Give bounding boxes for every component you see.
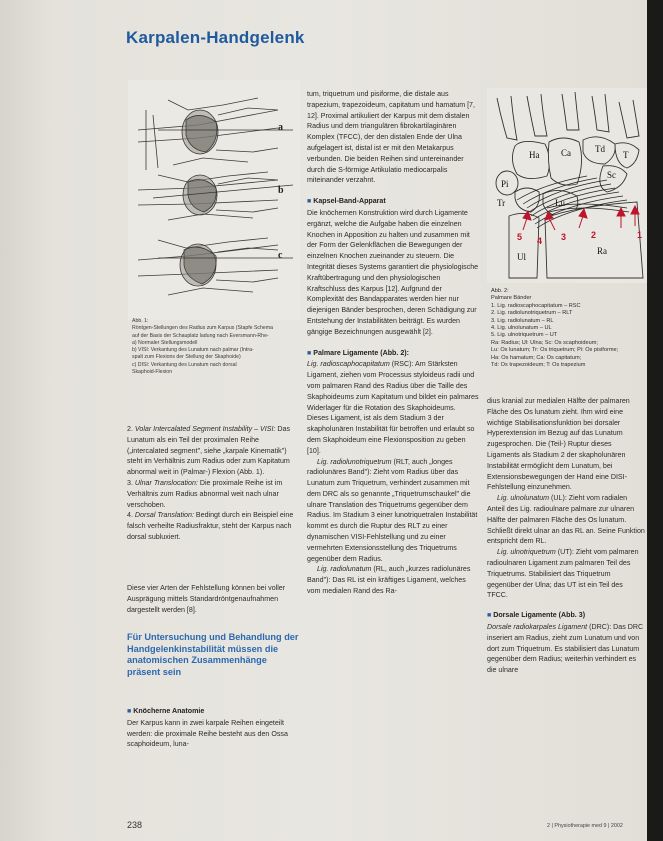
figure-1-caption-line: b) VISI: Verkantung des Lunatum nach palmar (Intra- (132, 347, 254, 354)
paragraph: dius kranial zur medialen Hälfte der palmaren Fläche des Os lunatum zieht. Ihm wird eine wichtige Stabilisationsfunktion bei dorsaler Hyperextension im Bezug auf das Lunatum zugesprochen. Die (Teil-) Ruptur dieses Ligaments als Stadium 2 der skapholunären Instabilität ermöglicht dem Lunatum, bei Extensionsbewegungen der Hand eine DISI-Fehlstellung einzunehmen. (487, 397, 630, 492)
section-text: Der Karpus kann in zwei karpale Reihen eingeteilt werden: die proximale Reihe besteht aus den Ossa scaphoideum, luna- (127, 718, 288, 749)
figure-2-caption-line: Palmare Bänder (491, 295, 532, 302)
figure-1-caption-line: spalt zum Flexions der Stellung der Skaphoide) (132, 354, 241, 361)
bone-label-ca: Ca (561, 148, 571, 158)
paragraph: Dorsale radiokarpales Ligament (DRC): Das DRC inseriert am Radius, zieht zum Lunatum und von dort zum Triquetrum. Es stabilisiert das Lunatum gegenüber dem Radius; weiterhin verhindert es die ulnare (487, 622, 644, 675)
list-item: 4. Dorsal Translation: Bedingt durch ein Beispiel eine falsch verheilte Radiusfraktur, steht der Karpus nach dorsal subluxiert. (127, 511, 294, 541)
page-title: Karpalen-Handgelenk (126, 28, 305, 47)
figure-2-caption-line: Td: Os trapezoideum; T: Os trapezium (491, 362, 586, 369)
bone-label-ha: Ha (529, 150, 540, 160)
section-heading-bony-anatomy: ■ Knöcherne Anatomie (127, 707, 205, 715)
figure-1-wrist-schema (128, 80, 300, 320)
bone-label-td: Td (595, 144, 605, 154)
bone-label-ul: Ul (517, 252, 526, 262)
left-column-list (127, 424, 299, 543)
paragraph: Lig. radiolunatum (RL, auch „kurzes radiolunäres Band"): Das RL ist ein kräftiges Ligament, welches vom medialen Rand des Ra- (307, 565, 471, 596)
figure-1-caption-line: c) DISI: Verkantung des Lunatum nach dorsal (132, 361, 237, 368)
list-item: 2. Volar Intercalated Segment Instability – VISI: Das Lunatum als ein Teil der proximalen Reihe („intercalated segment", siehe „karpale Kinematik") steht im Verhältnis zum Radius oder zum Kapitatum abnormal weit in (Palmar-) Flexion (Abb. 1). (127, 425, 291, 477)
paragraph: tum, triquetrum und pisiforme, die distale aus trapezium, trapezoideum, capitatum und hamatum [7, 12]. Proximal artikuliert der Karpus mit dem distalen Radius und dem triangulären fibrokartilaginären Komplex (TFCC), der den distalen Ende der Ulna aufgelagert ist, distal ist er mit den Metakarpus verbunden. Die beiden Reihen sind untereinander durch die S-förmige Artikulatio mediocarpalis miteinander verzahnt. (307, 90, 475, 185)
journal-reference: 2 | Physiotherapie med 9 | 2002 (547, 823, 623, 829)
figure-1-label-a: a (278, 122, 283, 133)
figure-2-caption (491, 288, 643, 369)
bone-label-ra: Ra (597, 246, 607, 256)
section-heading-dorsal-ligaments: ■ Dorsale Ligamente (Abb. 3) (487, 611, 586, 620)
paragraph: Lig. radioscaphocapitatum (RSC): Am Stärksten Ligament, ziehen vom Processus styloideus radii und vom palmaren Rand des Radius über die Taille des Skaphoideums zum Kapitatum und bildet ein palmares Widerlager für die Rotation des Skaphoideums. Dieses Ligament, ist als dem Stadium 3 der skapholunären Instabilität für betroffen und erlaubt so dem Skaphoideum eine Flexionsposition zu geben [10]. (307, 360, 479, 455)
figure-2-caption-line: Lu: Os lunatum; Tr: Os triquetrum; Pi: Os pisiforme; (491, 347, 619, 354)
bone-label-lu: Lu (555, 198, 565, 208)
figure-2-caption-line: 5. Lig. ulnotriquetrum – UT (491, 332, 558, 339)
bone-label-tr: Tr (497, 198, 506, 208)
paragraph: Lig. radiolunotriquetrum (RLT, auch „longes radiolunäres Band"): Zieht vom Radius über das Lunatum zum Triquetrum, verhindert zusammen mit dem DRC als so genannte „Triquetrumschaukel" die ulnare Translation des Triquetrums gegenüber dem Radius. Im Stadium 3 einer lunotriquetralen Instabilität kommt es durch die Ruptur des RLT zu einer dynamischen VISI-Fehlstellung und zu einer vermehrten Extensionsstellung des Triquetrums gegenüber dem Radius. (307, 457, 478, 563)
paragraph: Lig. ulnotriquetrum (UT): Zieht vom palmaren radioulnaren Ligament zum palmaren Teil des Triquetrums. Stabilisiert das Triquetrum gegenüber der Ulna; das UT ist ein Teil des TFCC. (487, 548, 639, 600)
left-column-paragraph: Diese vier Arten der Fehlstellung können bei voller Ausprägung mittels Standardröntgenaufnahmen dargestellt werden [8]. (127, 584, 286, 614)
section-heading-palmar-ligaments: ■ Palmare Ligamente (Abb. 2): (307, 348, 410, 357)
figure-2-caption-line: 4. Lig. ulnolunatum – UL (491, 325, 552, 332)
page-number: 238 (127, 820, 143, 830)
paragraph: Lig. ulnolunatum (UL): Zieht vom radialen Anteil des Lig. radioulnare palmare zur ulnaren Hälfte der palmaren Fläche des Os lunatum. Schließt direkt ulnar an das RL an. Seine Funktion entspricht dem RL. (487, 494, 645, 546)
bone-label-pi: Pi (501, 179, 509, 189)
figure-2-palmar-ligaments (487, 88, 647, 283)
arrow-number-4: 4 (537, 236, 543, 246)
arrow-number-2: 2 (591, 230, 597, 240)
figure-1-caption-line: auf der Basis der Schauplatz ladung nach Eversmann-Rhe- (132, 332, 269, 339)
figure-2-caption-line: Abb. 2: (491, 288, 509, 294)
right-column (487, 396, 645, 676)
middle-column (307, 89, 479, 597)
figure-2-caption-line: 2. Lig. radiolunotriquetrum – RLT (491, 310, 573, 317)
figure-2-caption-line: Ra: Radius; Ul: Ulna; Sc: Os scaphoideum; (491, 339, 598, 346)
paragraph: Die knöchernen Konstruktion wird durch Ligamente ergänzt, welche die Aufgabe haben die einzelnen Knochen in Apposition zu halten und zusammen mit der Form der Gelenkflächen die Bewegungen der einzelnen Knochen zueinander zu steuern. Die Integrität dieses Systems garantiert die physiologische Kraftübertragung und den physiologischen Kraftschluss des Karpus [12]. Aufgrund der Komplexität des Bandapparates werden hier nur diejenigen Bänder besprochen, deren Schädigung zur Entstehung der Instabilitäten beiträgt. Es wurden gängige Bezeichnungen ausgewählt [2]. (307, 208, 479, 336)
figure-1-caption-line: Skaphoid-Flexion (132, 369, 173, 376)
figure-1-caption-line: a) Normaler Stellungsmodell (132, 339, 198, 346)
figure-2-caption-line: 1. Lig. radioscaphocapitatum – RSC (491, 302, 581, 309)
figure-1-label-b: b (278, 185, 284, 196)
figure-1-caption-line: Abb. 1: (132, 318, 149, 324)
section-heading-capsule-ligaments: ■ Kapsel-Band-Apparat (307, 197, 386, 206)
arrow-number-3: 3 (561, 232, 567, 242)
list-item: 3. Ulnar Translocation: Die proximale Reihe ist im Verhältnis zum Radius abnormal weit nach ulnar verschoben. (127, 478, 283, 509)
arrow-number-5: 5 (517, 232, 523, 242)
figure-1-caption (132, 318, 296, 376)
figure-2-caption-line: Ha: Os hamatum; Ca: Os capitatum; (491, 354, 582, 361)
figure-1-caption-line: Röntgen-Stellungen des Radius zum Karpus (Stapfe Schema (132, 325, 274, 332)
left-column-section (127, 706, 299, 750)
arrow-number-1: 1 (637, 230, 643, 240)
figure-1-label-c: c (278, 250, 283, 261)
highlight-heading: Für Untersuchung und Behandlung der Handgelenkinstabilität müssen die anatomischen Zusammenhänge präsent sein (127, 632, 299, 677)
bone-label-sc: Sc (607, 170, 616, 180)
bone-label-t: T (623, 150, 629, 160)
figure-2-caption-line: 3. Lig. radiolunatum – RL (491, 317, 554, 324)
